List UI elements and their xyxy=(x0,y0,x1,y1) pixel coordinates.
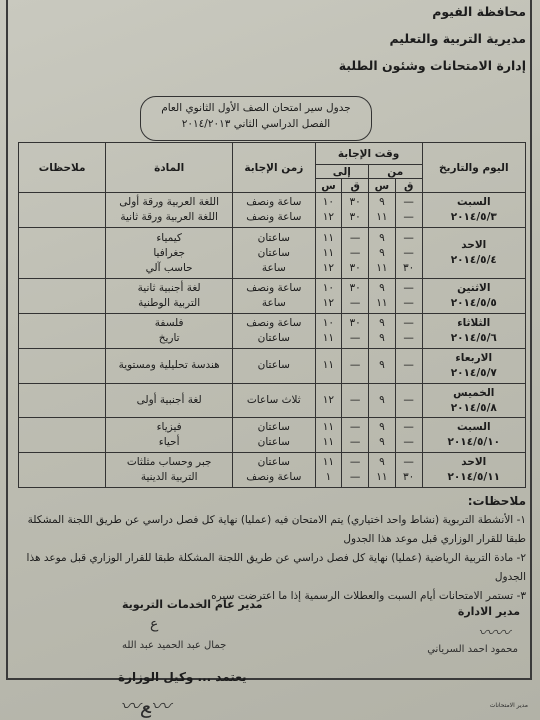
from-hours-cell xyxy=(369,418,396,453)
governorate-header: محافظة الفيوم xyxy=(432,4,526,19)
header-to-hours: س xyxy=(315,179,342,193)
from-hours-value: ٩ xyxy=(379,359,385,372)
to-minutes-value: — xyxy=(349,436,361,449)
from-hours-cell xyxy=(369,383,396,418)
handwritten-mark-left: ﻉ xyxy=(150,616,159,632)
to-hours-value: ١١ xyxy=(322,436,335,449)
from-minutes-value: — xyxy=(403,317,414,329)
schedule-day-row xyxy=(19,314,526,349)
notes-cell xyxy=(19,314,106,349)
from-hours-cell xyxy=(369,453,396,488)
subject-value: التربية الوطنية xyxy=(138,297,201,310)
day-date: ٢٠١٤/٥/٦ xyxy=(450,332,497,344)
to-hours-value: ١٠ xyxy=(322,282,335,295)
subject-cell xyxy=(106,227,233,279)
to-hours-value: ١٢ xyxy=(322,261,335,274)
subject-value: كيمياء xyxy=(156,231,182,244)
schedule-day-row xyxy=(19,227,526,279)
from-minutes-cell xyxy=(395,314,422,349)
from-hours-value: ١١ xyxy=(376,297,388,310)
from-hours-value: ٩ xyxy=(379,421,385,434)
to-minutes-value: — xyxy=(349,332,361,344)
duration-value: ساعة ونصف xyxy=(246,195,302,208)
from-minutes-cell xyxy=(395,418,422,453)
duration-cell xyxy=(233,227,316,279)
from-minutes-value: — xyxy=(403,394,414,407)
subject-value: اللغة العربية ورقة أولى xyxy=(119,195,220,208)
header-answer-time: وقت الإجابة xyxy=(315,143,422,165)
duration-value: ساعتان xyxy=(257,231,290,244)
day-date-cell xyxy=(422,383,525,418)
from-minutes-value: ٣٠ xyxy=(403,471,415,484)
from-hours-value: ١١ xyxy=(376,261,388,274)
from-minutes-cell xyxy=(395,453,422,488)
signature-left-name: جمال عبد الحميد عبد الله xyxy=(122,640,227,651)
to-minutes-cell xyxy=(342,279,369,314)
to-minutes-cell xyxy=(342,383,369,418)
to-hours-value: ١١ xyxy=(322,246,335,259)
from-minutes-value: ٣٠ xyxy=(403,261,415,274)
subject-value: حاسب آلي xyxy=(145,261,193,274)
from-hours-cell xyxy=(369,348,396,383)
to-hours-value: ١١ xyxy=(322,421,335,434)
duration-value: ثلاث ساعات xyxy=(246,394,301,407)
duration-cell xyxy=(233,383,316,418)
from-hours-value: ٩ xyxy=(379,282,385,295)
day-name: الخميس xyxy=(453,386,495,399)
handwritten-signature-right: 〰〰 xyxy=(477,623,510,642)
duration-value: ساعة ونصف xyxy=(246,282,302,295)
notes-cell xyxy=(19,279,106,314)
subject-value: فيزياء xyxy=(156,421,182,434)
to-minutes-value: ٣٠ xyxy=(349,282,361,295)
to-hours-cell xyxy=(315,279,342,314)
duration-cell xyxy=(233,348,316,383)
schedule-subtitle: الفصل الدراسي الثاني ٢٠١٤/٢٠١٣ xyxy=(181,118,331,130)
header-subject: المادة xyxy=(106,143,233,193)
to-hours-value: ١١ xyxy=(322,332,335,344)
to-hours-value: ١٢ xyxy=(322,394,335,407)
day-date: ٢٠١٤/٥/١٠ xyxy=(447,436,501,449)
note-item: ١- الأنشطة التربوية (نشاط واحد اختياري) يتم الامتحان فيه (عمليا) نهاية كل فصل دراسي عن طريق اللجنة المشكلة طبقا للقرار الوزاري قبل موعد هذا الجدول xyxy=(27,514,526,545)
schedule-title: جدول سير امتحان الصف الأول الثانوي العام xyxy=(161,102,351,114)
to-hours-cell xyxy=(315,453,342,488)
to-hours-value: ١٠ xyxy=(322,195,335,208)
day-date-cell xyxy=(422,227,525,279)
subject-cell xyxy=(106,383,233,418)
day-date: ٢٠١٤/٥/٣ xyxy=(450,210,497,223)
to-minutes-value: ٣٠ xyxy=(349,261,361,274)
header-to: إلى xyxy=(315,165,368,179)
to-minutes-cell xyxy=(342,418,369,453)
to-hours-value: ١ xyxy=(325,471,332,484)
to-minutes-value: — xyxy=(349,456,361,469)
to-hours-value: ١١ xyxy=(322,231,335,244)
header-from-hours: س xyxy=(369,179,396,193)
day-name: الاحد xyxy=(461,239,487,252)
day-date: ٢٠١٤/٥/٨ xyxy=(450,401,497,414)
subject-cell xyxy=(106,314,233,349)
header-notes: ملاحظات xyxy=(19,143,106,193)
duration-cell xyxy=(233,314,316,349)
duration-cell xyxy=(233,279,316,314)
duration-value: ساعتان xyxy=(257,359,290,372)
to-hours-cell xyxy=(315,418,342,453)
day-name: الثلاثاء xyxy=(457,317,491,329)
subject-value: هندسة تحليلية ومستوية xyxy=(118,359,220,372)
day-date-cell xyxy=(422,418,525,453)
from-minutes-cell xyxy=(395,279,422,314)
from-hours-value: ٩ xyxy=(379,456,385,469)
day-name: السبت xyxy=(456,195,491,208)
duration-value: ساعة xyxy=(261,261,286,274)
from-minutes-value: — xyxy=(403,282,414,295)
from-hours-value: ١١ xyxy=(376,471,388,484)
to-minutes-value: ٣٠ xyxy=(349,210,361,223)
to-minutes-value: ٣٠ xyxy=(349,317,361,329)
to-hours-cell xyxy=(315,193,342,228)
header-from: من xyxy=(369,165,422,179)
from-hours-value: ١١ xyxy=(376,210,388,223)
subject-value: لغة أجنبية أولى xyxy=(136,394,202,407)
to-minutes-cell xyxy=(342,453,369,488)
notes-section xyxy=(14,492,526,606)
corner-stamp-text: مدير الامتحانات xyxy=(489,702,528,709)
day-date: ٢٠١٤/٥/١١ xyxy=(447,471,501,484)
duration-value: ساعتان xyxy=(257,332,290,344)
directorate-header: مديرية التربية والتعليم xyxy=(389,31,526,46)
from-minutes-value: — xyxy=(403,195,414,208)
header-day: اليوم والتاريخ xyxy=(422,143,525,193)
notes-cell xyxy=(19,453,106,488)
from-hours-value: ٩ xyxy=(379,231,385,244)
from-hours-value: ٩ xyxy=(379,317,385,329)
header-from-minutes: ق xyxy=(395,179,422,193)
to-hours-cell xyxy=(315,383,342,418)
schedule-body xyxy=(19,193,526,488)
from-minutes-value: — xyxy=(403,359,414,372)
subject-value: أحياء xyxy=(158,436,180,449)
day-date-cell xyxy=(422,279,525,314)
to-hours-cell xyxy=(315,348,342,383)
subject-cell xyxy=(106,193,233,228)
to-hours-value: ١١ xyxy=(322,456,335,469)
subject-cell xyxy=(106,453,233,488)
from-hours-cell xyxy=(369,279,396,314)
subject-value: التربية الدينية xyxy=(140,471,198,484)
notes-cell xyxy=(19,383,106,418)
subject-value: جغرافيا xyxy=(153,246,185,259)
day-name: الاحد xyxy=(461,456,487,469)
to-minutes-value: — xyxy=(349,394,361,407)
subject-cell xyxy=(106,348,233,383)
from-minutes-value: — xyxy=(403,231,414,244)
from-hours-value: ٩ xyxy=(379,394,385,407)
duration-cell xyxy=(233,453,316,488)
day-date-cell xyxy=(422,193,525,228)
from-minutes-value: — xyxy=(403,332,414,344)
to-minutes-value: — xyxy=(349,246,361,259)
from-minutes-value: — xyxy=(403,297,414,310)
signature-left-title: مدير عام الخدمات التربوية xyxy=(122,598,263,611)
schedule-day-row xyxy=(19,383,526,418)
subject-value: فلسفة xyxy=(154,317,184,329)
duration-value: ساعتان xyxy=(257,246,290,259)
note-item: ٣- تستمر الامتحانات أيام السبت والعطلات الرسمية إذا ما اعترضت سيره xyxy=(211,590,526,602)
to-minutes-value: — xyxy=(349,359,361,372)
subject-value: تاريخ xyxy=(158,332,180,344)
to-minutes-value: — xyxy=(349,231,361,244)
from-hours-value: ٩ xyxy=(379,436,385,449)
from-minutes-cell xyxy=(395,193,422,228)
duration-cell xyxy=(233,418,316,453)
approval-line: يعتمد ... وكيل الوزارة xyxy=(118,670,247,684)
to-minutes-value: — xyxy=(349,421,361,434)
from-hours-value: ٩ xyxy=(379,195,385,208)
subject-cell xyxy=(106,418,233,453)
schedule-day-row xyxy=(19,453,526,488)
from-hours-cell xyxy=(369,193,396,228)
day-date: ٢٠١٤/٥/٥ xyxy=(450,297,497,310)
from-hours-cell xyxy=(369,314,396,349)
day-name: السبت xyxy=(456,421,491,434)
subject-value: جبر وحساب مثلثات xyxy=(126,456,212,469)
header-duration: زمن الإجابة xyxy=(233,143,316,193)
schedule-day-row xyxy=(19,348,526,383)
duration-value: ساعتان xyxy=(257,421,290,434)
notes-cell xyxy=(19,193,106,228)
day-name: الاربعاء xyxy=(455,351,493,364)
to-minutes-cell xyxy=(342,193,369,228)
from-hours-value: ٩ xyxy=(379,246,385,259)
schedule-day-row xyxy=(19,418,526,453)
from-minutes-value: — xyxy=(403,436,414,449)
to-minutes-value: — xyxy=(349,297,361,310)
from-hours-value: ٩ xyxy=(379,332,385,344)
from-minutes-value: — xyxy=(403,456,414,469)
to-minutes-cell xyxy=(342,348,369,383)
to-hours-value: ١٢ xyxy=(322,297,335,310)
signature-right-title: مدير الادارة xyxy=(457,605,520,618)
day-date-cell xyxy=(422,314,525,349)
schedule-title-box xyxy=(140,96,372,141)
to-hours-cell xyxy=(315,314,342,349)
day-date-cell xyxy=(422,348,525,383)
schedule-day-row xyxy=(19,279,526,314)
signature-right-name: محمود احمد السرياني xyxy=(427,644,518,655)
notes-title: ملاحظات: xyxy=(467,494,526,508)
to-minutes-cell xyxy=(342,227,369,279)
day-date-cell xyxy=(422,453,525,488)
day-date: ٢٠١٤/٥/٤ xyxy=(450,254,497,267)
header-to-minutes: ق xyxy=(342,179,369,193)
duration-value: ساعتان xyxy=(257,436,290,449)
from-minutes-value: — xyxy=(403,210,414,223)
subject-value: لغة أجنبية ثانية xyxy=(137,282,201,295)
notes-cell xyxy=(19,227,106,279)
to-minutes-value: ٣٠ xyxy=(349,195,361,208)
schedule-day-row xyxy=(19,193,526,228)
duration-value: ساعة ونصف xyxy=(246,317,302,329)
day-name: الاثنين xyxy=(457,282,491,295)
day-date: ٢٠١٤/٥/٧ xyxy=(450,366,497,379)
notes-cell xyxy=(19,418,106,453)
to-minutes-cell xyxy=(342,314,369,349)
to-hours-cell xyxy=(315,227,342,279)
department-header: إدارة الامتحانات وشئون الطلبة xyxy=(338,58,526,73)
to-hours-value: ١٢ xyxy=(322,210,335,223)
from-minutes-cell xyxy=(395,227,422,279)
from-minutes-value: — xyxy=(403,421,414,434)
from-minutes-value: — xyxy=(403,246,414,259)
subject-cell xyxy=(106,279,233,314)
to-hours-value: ١٠ xyxy=(322,317,335,329)
to-minutes-value: — xyxy=(349,471,361,484)
from-minutes-cell xyxy=(395,348,422,383)
from-minutes-cell xyxy=(395,383,422,418)
to-hours-value: ١١ xyxy=(322,359,335,372)
duration-value: ساعتان xyxy=(257,456,290,469)
handwritten-signature-left: 〰ﻊ〰 xyxy=(120,694,171,718)
exam-schedule-table xyxy=(18,142,526,488)
subject-value: اللغة العربية ورقة ثانية xyxy=(120,210,218,223)
notes-cell xyxy=(19,348,106,383)
duration-value: ساعة ونصف xyxy=(246,471,302,484)
note-item: ٢- مادة التربية الرياضية (عمليا) نهاية كل فصل دراسي عن طريق اللجنة المشكلة طبقا للقرار الوزاري قبل موعد هذا الجدول xyxy=(26,552,526,583)
from-hours-cell xyxy=(369,227,396,279)
duration-value: ساعة ونصف xyxy=(246,210,302,223)
duration-cell xyxy=(233,193,316,228)
duration-value: ساعة xyxy=(261,297,286,310)
